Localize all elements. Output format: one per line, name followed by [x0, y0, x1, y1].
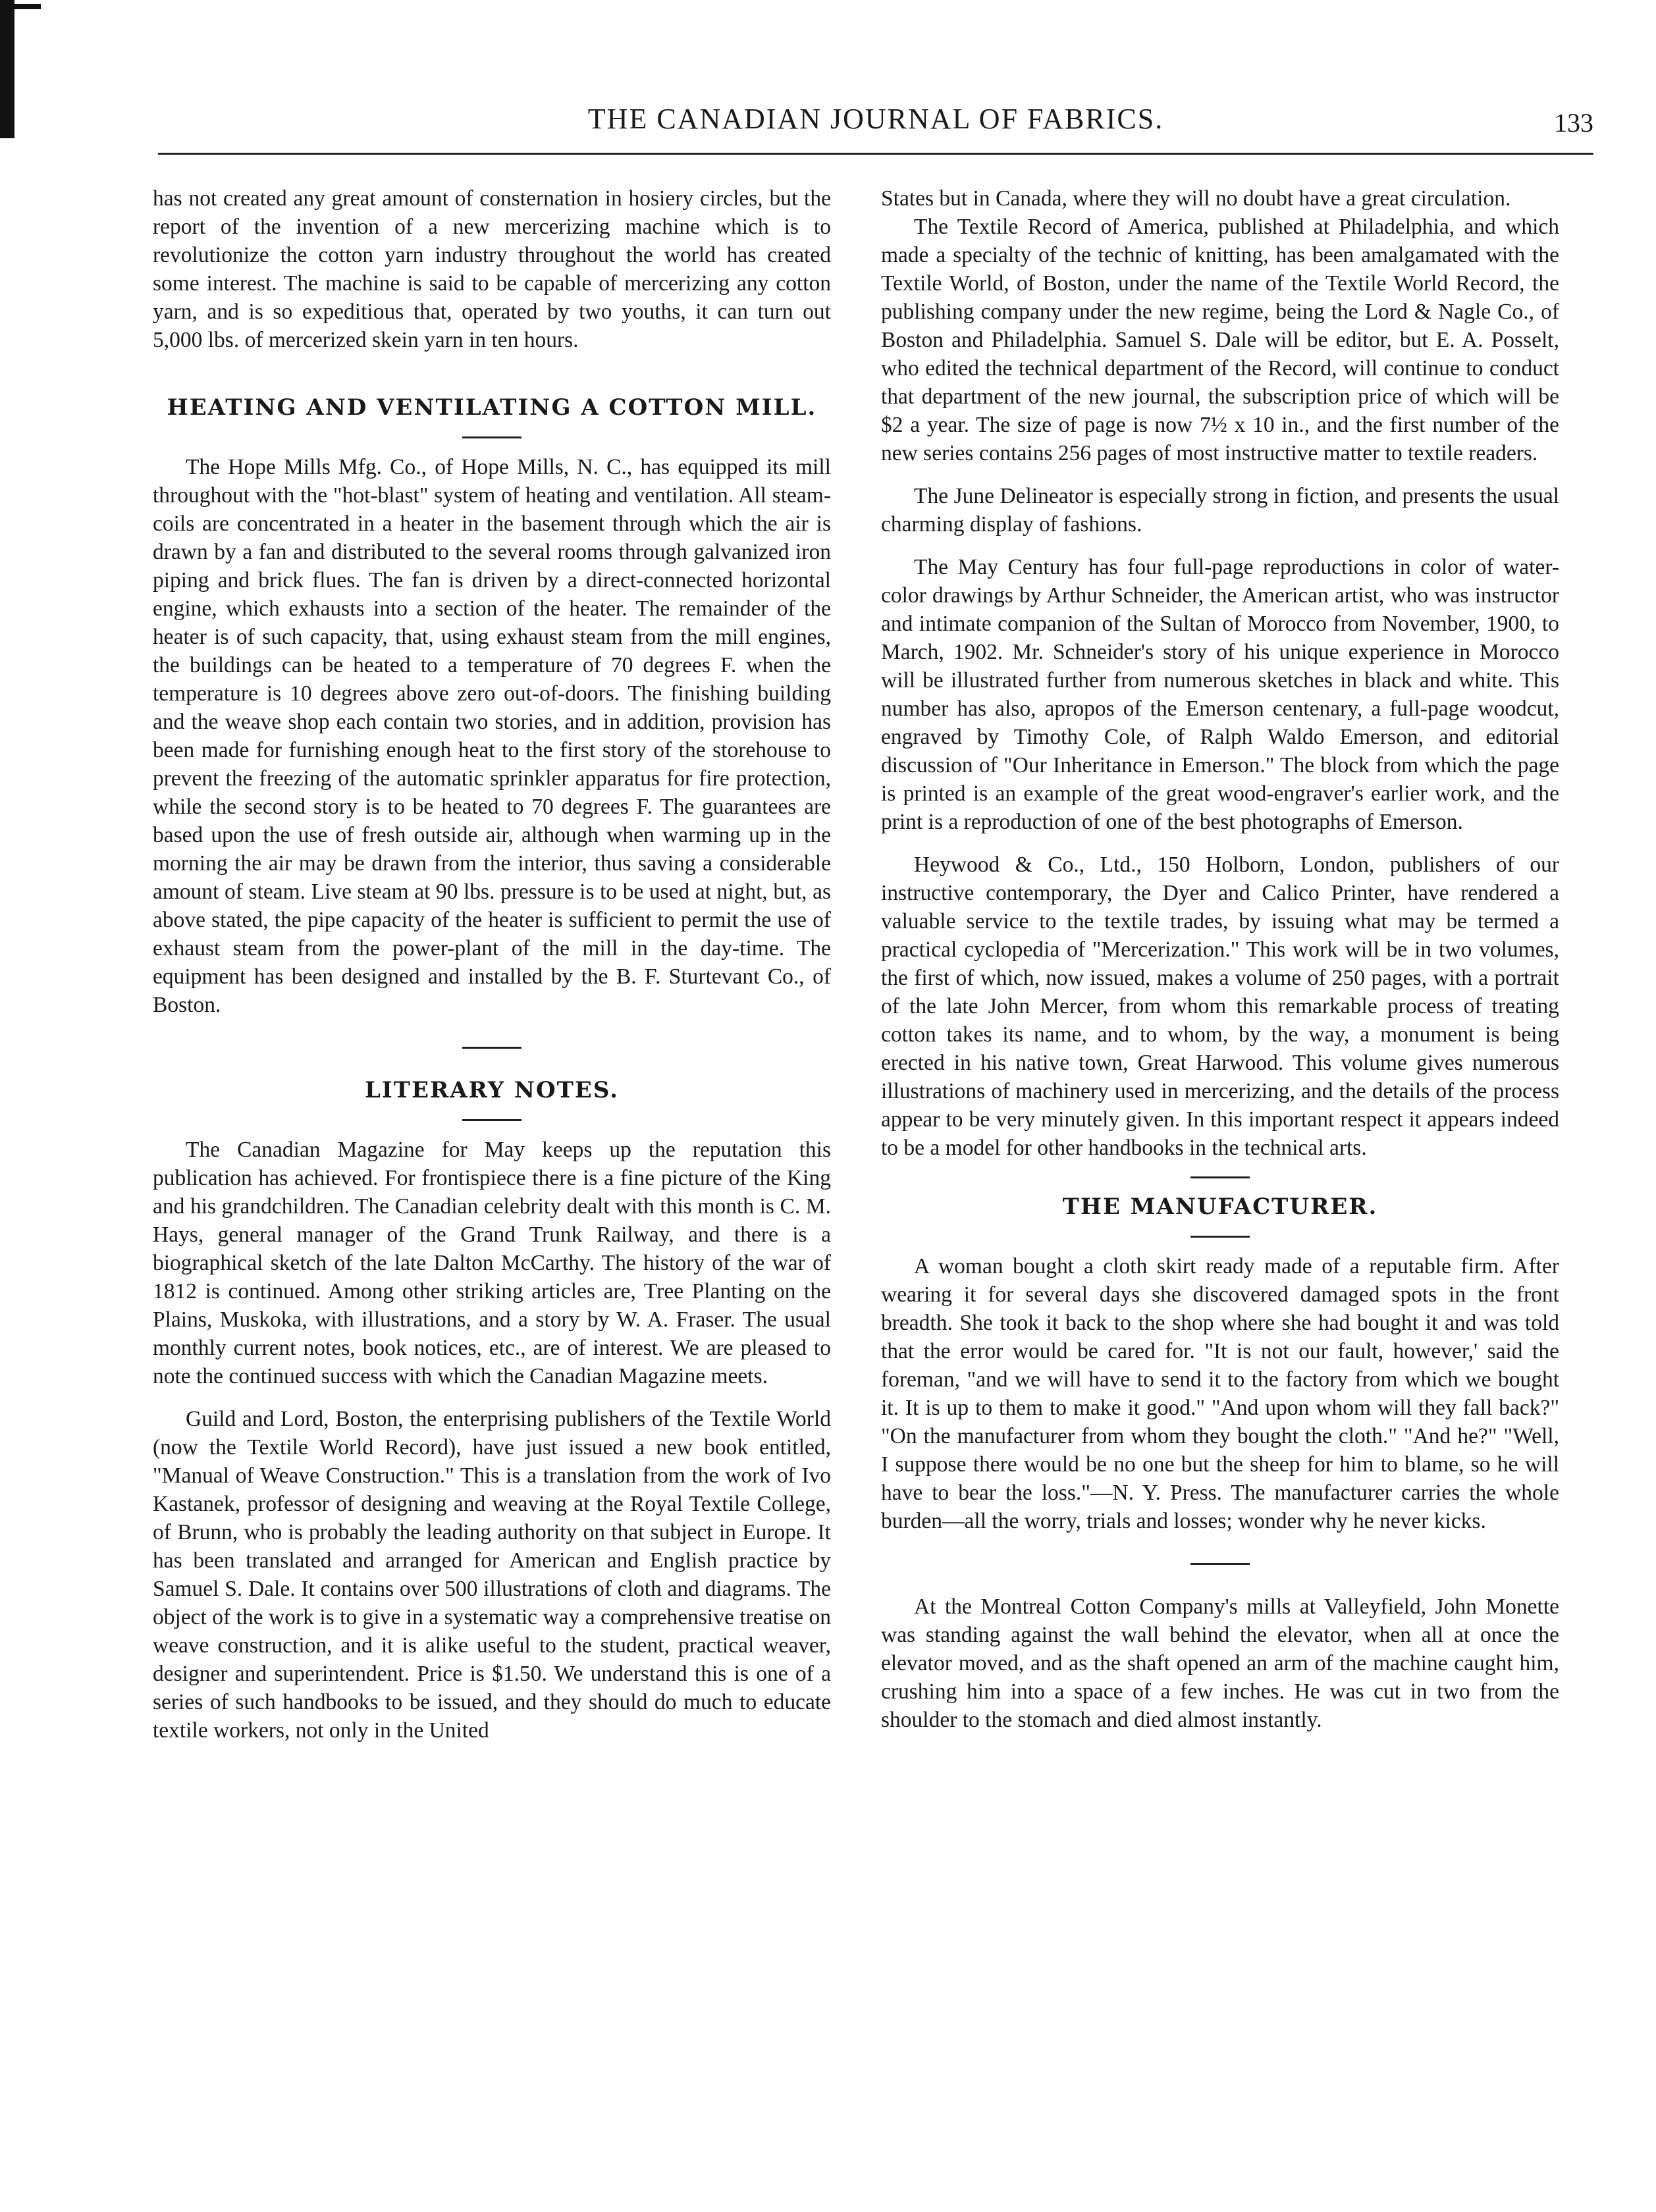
header-rule [158, 153, 1593, 155]
delineator-paragraph: The June Delineator is especially strong in fiction, and presents the usual charming display of fashions. [881, 484, 1559, 537]
scan-edge-mark [0, 0, 14, 138]
heading-manufacturer: THE MANUFACTURER. [1062, 1194, 1378, 1220]
running-head: THE CANADIAN JOURNAL OF FABRICS. [587, 103, 1164, 135]
manufacturer-paragraph: A woman bought a cloth skirt ready made of a reputable firm. After wearing it for several days she discovered damaged spots in the front breadth. She took it back to the shop where she had bought it and was told that the error would be cared for. "It is not our fault, however,' said the foreman, "and we will have to send it to the factory from which we bought it. It is up to them to make it good." "And upon whom will they fall back?" "On the manufacturer from whom they bought the cloth." "And he?" "Well, I suppose there would be no one but the sheep for him to blame, so he will have to bear the loss."—N. Y. Press. The manufacturer carries the whole burden—all the worry, trials and losses; wonder why he never kicks. [881, 1254, 1559, 1533]
page-number: 133 [1554, 108, 1593, 138]
heading-literary-notes: LITERARY NOTES. [364, 1077, 620, 1103]
heating-paragraph: The Hope Mills Mfg. Co., of Hope Mills, N. C., has equipped its mill throughout with the "hot-blast" system of heating and ventilation. All steam-coils are concentrated in a heater in the basement through which the air is drawn by a fan and distributed to the several rooms through galvanized iron piping and brick flues. The fan is driven by a direct-connected horizontal engine, which exhausts into a section of the heater. The remainder of the heater is of such capacity, that, using exhaust steam from the mill engines, the buildings can be heated to a temperature of 70 degrees F. when the temperature is 10 degrees above zero out-of-doors. The finishing building and the weave shop each contain two stories, and in addition, provision has been made for furnishing enough heat to the first story of the storehouse to prevent the freezing of the automatic sprinkler apparatus for fire protection, while the second story is to be heated to 70 degrees F. The guarantees are based upon the use of fresh outside air, although when warming up in the morning the air may be drawn from the interior, thus saving a considerable amount of steam. Live steam at 90 lbs. pressure is to be used at night, but, as above stated, the pipe capacity of the heater is sufficient to permit the use of exhaust steam from the power-plant of the mill in the day-time. The equipment has been designed and installed by the B. F. Sturtevant Co., of Boston. [153, 455, 831, 1017]
heading-heating-ventilating: HEATING AND VENTILATING A COTTON MILL. [167, 394, 817, 421]
scan-edge-tick [14, 4, 41, 9]
may-century-paragraph: The May Century has four full-page reproductions in color of water-color drawings by Arthur Schneider, the American artist, who was instructor and intimate companion of the Sultan of Morocco from November, 1900, to March, 1902. Mr. Schneider's story of his unique experience in Morocco will be illustrated further from numerous sketches in black and white. This number has also, apropos of the Emerson centenary, a full-page woodcut, engraved by Timothy Cole, of Ralph Waldo Emerson, and editorial discussion of "Our Inheritance in Emerson." The block from which the page is printed is an example of the great wood-engraver's earlier work, and the print is a reproduction of one of the best photographs of Emerson. [881, 555, 1559, 834]
textile-record-paragraph: The Textile Record of America, published at Philadelphia, and which made a specialty of the technic of knitting, has been amalgamated with the Textile World, of Boston, under the name of the Textile World Record, the publishing company under the new regime, being the Lord & Nagle Co., of Boston and Philadelphia. Samuel S. Dale will be editor, but E. A. Posselt, who edited the technical department of the Record, will continue to conduct that department of the new journal, the subscription price of which will be $2 a year. The size of page is now 7½ x 10 in., and the first number of the new series contains 256 pages of most instructive matter to textile readers. [881, 215, 1559, 465]
heywood-paragraph: Heywood & Co., Ltd., 150 Holborn, London, publishers of our instructive contemporary, the Dyer and Calico Printer, have rendered a valuable service to the textile trades, by issuing what may be termed a practical cyclopedia of "Mercerization." This work will be in two volumes, the first of which, now issued, makes a volume of 250 pages, with a portrait of the late John Mercer, from whom this remarkable process of treating cotton takes its name, and to whom, by the way, a monument is being erected in his native town, Great Harwood. This volume gives numerous illustrations of machinery used in mercerizing, and the details of the process appear to be very minutely given. In this important respect it appears indeed to be a model for other handbooks in the technical arts. [881, 853, 1559, 1160]
page-header [158, 102, 1593, 148]
continuation-paragraph: States but in Canada, where they will no doubt have a great circulation. [881, 186, 1511, 211]
left-column [153, 184, 831, 1745]
montreal-paragraph: At the Montreal Cotton Company's mills at Valleyfield, John Monette was standing against the wall behind the elevator, when all at once the elevator moved, and as the shaft opened an arm of the machine caught him, crushing him into a space of a few inches. He was cut in two from the shoulder to the stomach and died almost instantly. [881, 1594, 1559, 1732]
canadian-magazine-paragraph: The Canadian Magazine for May keeps up the reputation this publication has achieved. For frontispiece there is a fine picture of the King and his grandchildren. The Canadian celebrity dealt with this month is C. M. Hays, general manager of the Grand Trunk Railway, and there is a biographical sketch of the late Dalton McCarthy. The history of the war of 1812 is continued. Among other striking articles are, Tree Planting on the Plains, Muskoka, with illustrations, and a story by W. A. Fraser. The usual monthly current notes, book notices, etc., are of interest. We are pleased to note the continued success with which the Canadian Magazine meets. [153, 1138, 831, 1388]
right-column [881, 184, 1559, 1734]
guild-lord-paragraph: Guild and Lord, Boston, the enterprising publishers of the Textile World (now the Textile World Record), have just issued a new book entitled, "Manual of Weave Construction." This is a translation from the work of Ivo Kastanek, professor of designing and weaving at the Royal Textile College, of Brunn, who is probably the leading authority on that subject in Europe. It has been translated and arranged for American and English practice by Samuel S. Dale. It contains over 500 illustrations of cloth and diagrams. The object of the work is to give in a systematic way a comprehensive treatise on weave construction, and it is alike useful to the student, practical weaver, designer and superintendent. Price is $1.50. We understand this is one of a series of such handbooks to be issued, and they should do much to educate textile workers, not only in the United [153, 1407, 831, 1743]
intro-paragraph: has not created any great amount of consternation in hosiery circles, but the report of the invention of a new mercerizing machine which is to revolutionize the cotton yarn industry throughout the world has created some interest. The machine is said to be capable of mercerizing any cotton yarn, and is so expeditious that, operated by two youths, it can turn out 5,000 lbs. of mercerized skein yarn in ten hours. [153, 186, 831, 352]
